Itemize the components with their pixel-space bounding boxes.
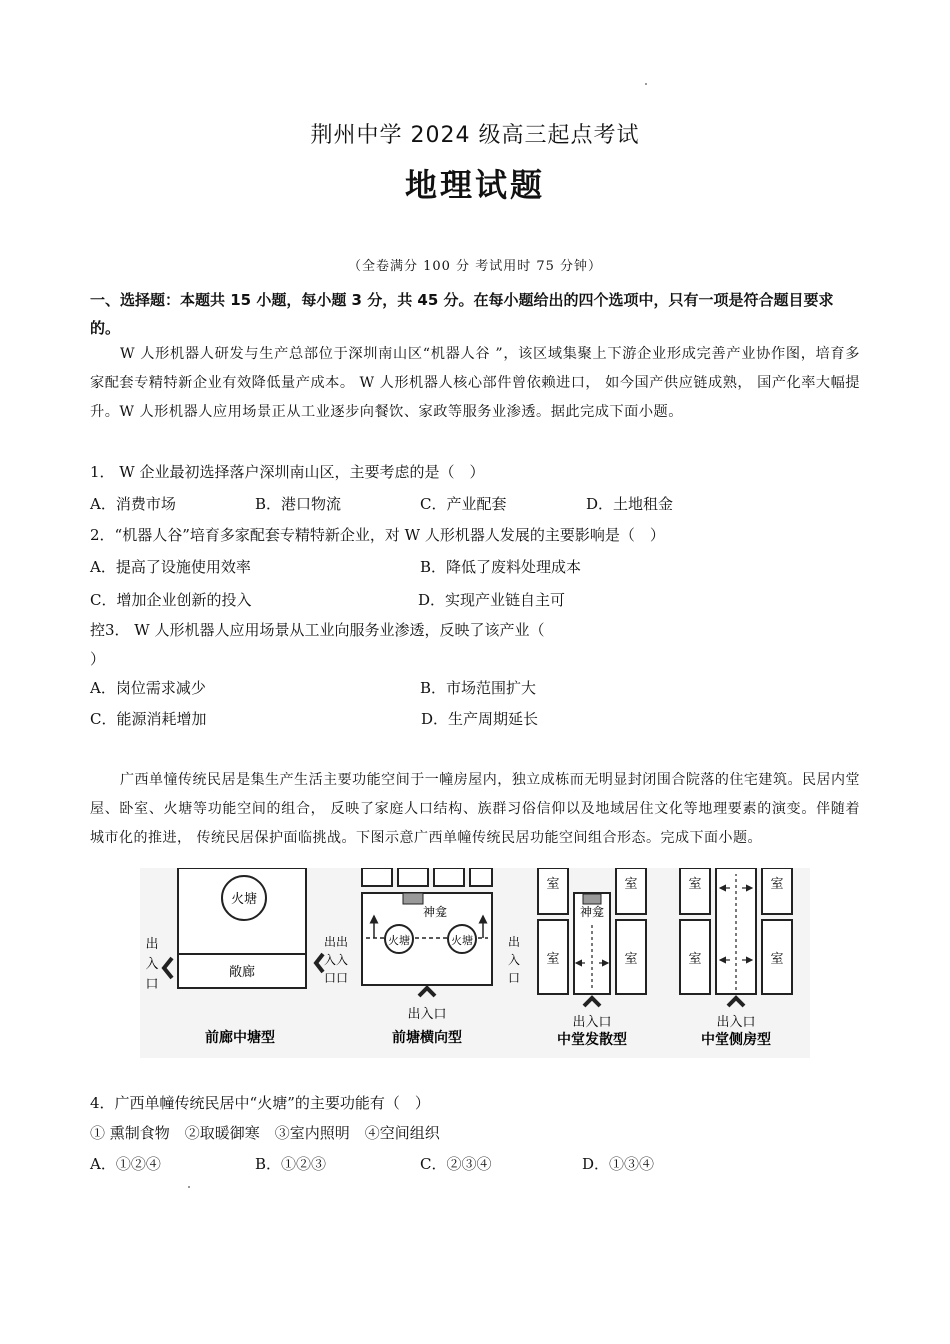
q1-option-d[interactable]: D．土地租金: [586, 495, 674, 513]
q4-option-a[interactable]: A．①②④: [90, 1155, 161, 1173]
exam-subtitle: 荆州中学 2024 级高三起点考试: [310, 123, 640, 148]
q1-option-a[interactable]: A．消费市场: [90, 495, 176, 513]
room-label: 室: [624, 877, 638, 892]
q1-option-c[interactable]: C．产业配套: [420, 495, 507, 513]
shrine-label: 神龛: [579, 905, 605, 919]
q3-stem: 控3． W 人形机器人应用场景从工业向服务业渗透，反映了该产业（: [90, 621, 545, 639]
corridor-label: 敞廊: [228, 965, 256, 980]
room-label: 室: [770, 877, 784, 892]
q3-stem-end: ）: [90, 650, 106, 668]
entry-right-label-2: 入: [507, 953, 521, 967]
q3-option-a[interactable]: A．岗位需求减少: [90, 679, 206, 697]
room-label: 室: [688, 877, 702, 892]
q2-option-c[interactable]: C．增加企业创新的投入: [90, 591, 252, 609]
q4-option-b[interactable]: B．①②③: [255, 1155, 327, 1173]
entry-left-label-2: 入入: [323, 953, 349, 967]
entry-right-label-3: 口: [507, 971, 521, 985]
passage-1: W 人形机器人研发与生产总部位于深圳南山区“机器人谷 ”，该区域集聚上下游企业形成完善产业协作图，培育多家配套专精特新企业有效降低量产成本。 W 人形机器人核心部件曾依赖进口， 如今国产供应链成熟， 国产化率大幅提升。W 人形机器人应用场景正从工业逐步向餐饮、家政等服务业渗透。据此完成下面小题。: [90, 346, 860, 420]
q2-option-b[interactable]: B．降低了废料处理成本: [420, 558, 582, 576]
room-label: 室: [770, 952, 784, 967]
entry-bottom-label: 出入口: [407, 1007, 447, 1022]
scan-mark: [188, 1186, 190, 1188]
entry-label-char-1: 出: [145, 937, 159, 952]
q4-stem: 4．广西单幢传统民居中“火塘”的主要功能有（ ）: [90, 1094, 430, 1112]
q3-option-b[interactable]: B．市场范围扩大: [420, 679, 537, 697]
entry-label-char-3: 口: [145, 977, 159, 992]
entry-label: 出入口: [572, 1015, 612, 1030]
diagram-caption: 中堂发散型: [557, 1032, 627, 1048]
q2-option-a[interactable]: A．提高了设施使用效率: [90, 558, 251, 576]
entry-right-label: 出: [507, 935, 521, 949]
q1-option-b[interactable]: B．港口物流: [255, 495, 342, 513]
dwelling-layout-figure: [140, 868, 810, 1058]
entry-label: 出入口: [716, 1015, 756, 1030]
q4-option-c[interactable]: C．②③④: [420, 1155, 492, 1173]
page-title: 地理试题: [404, 166, 545, 204]
section-heading: 一、选择题：本题共 15 小题，每小题 3 分，共 45 分。在每小题给出的四个选项中，只有一项是符合题目要求的。: [90, 291, 834, 337]
diagram-caption: 前塘横向型: [392, 1030, 462, 1046]
room-label: 室: [688, 952, 702, 967]
q1-stem: 1． W 企业最初选择落户深圳南山区，主要考虑的是（ ）: [90, 463, 485, 481]
fire-pit-left-label: 火塘: [388, 934, 410, 947]
passage-2: 广西单憧传统民居是集生产生活主要功能空间于一幢房屋内，独立成栋而无明显封闭围合院落的住宅建筑。民居内堂屋、卧室、火塘等功能空间的组合， 反映了家庭人口结构、族群习俗信仰以及地域居住文化等地理要素的演变。伴随着城市化的推进， 传统民居保护面临挑战。下图示意广西单幢传统民居功能空间组合形态。完成下面小题。: [90, 772, 860, 846]
entry-label-char-2: 入: [145, 957, 159, 972]
diagram-caption: 中堂侧房型: [701, 1032, 771, 1048]
q3-option-d[interactable]: D．生产周期延长: [421, 710, 539, 728]
room-label: 室: [546, 877, 560, 892]
fire-pit-label: 火塘: [230, 892, 258, 907]
diagram-caption: 前廊中塘型: [205, 1030, 275, 1046]
q4-items: ① 熏制食物 ②取暖御寒 ③室内照明 ④空间组织: [90, 1124, 440, 1142]
entry-left-label-3: 口口: [323, 971, 349, 985]
shrine-label: 神龛: [422, 905, 448, 919]
q2-stem: 2．“机器人谷”培育多家配套专精特新企业，对 W 人形机器人发展的主要影响是（ ）: [90, 526, 665, 544]
scan-mark: [645, 83, 647, 85]
entry-left-label: 出出: [323, 935, 349, 949]
q2-option-d[interactable]: D．实现产业链自主可: [418, 591, 566, 609]
exam-meta: （全卷满分 100 分 考试用时 75 分钟）: [347, 259, 603, 274]
room-label: 室: [624, 952, 638, 967]
room-label: 室: [546, 952, 560, 967]
q4-option-d[interactable]: D．①③④: [582, 1155, 655, 1173]
fire-pit-right-label: 火塘: [451, 934, 473, 947]
q3-option-c[interactable]: C．能源消耗增加: [90, 710, 207, 728]
